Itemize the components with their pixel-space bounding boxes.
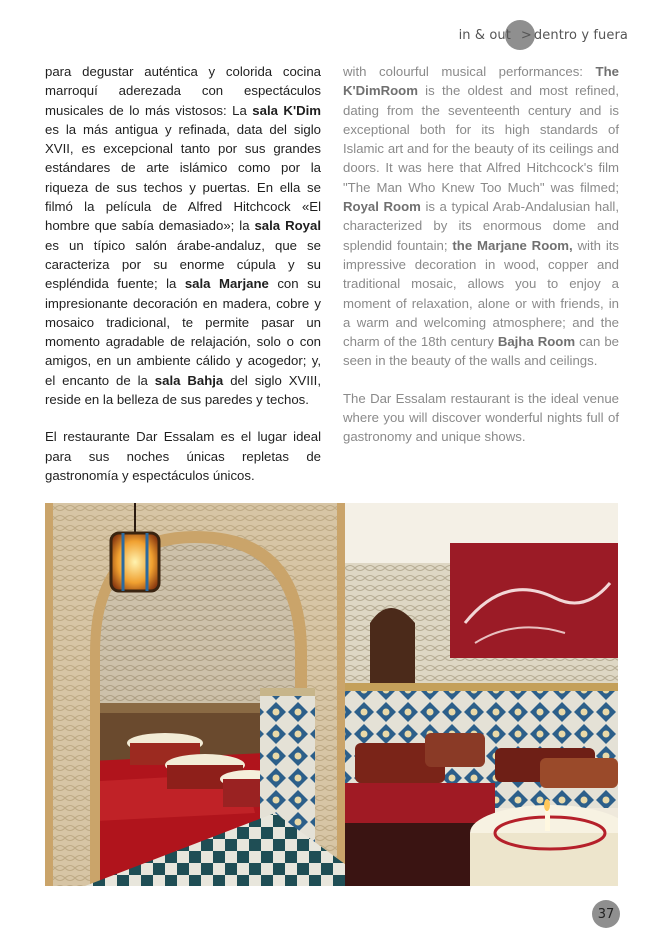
room-name-royal: sala Royal bbox=[254, 218, 321, 234]
page-number: 37 bbox=[592, 900, 620, 928]
spanish-paragraph-summary: El restaurante Dar Essalam es el lugar ideal para sus noches únicas repletas de gastronomía y espectáculos únicos. bbox=[45, 429, 321, 483]
spanish-column bbox=[45, 62, 321, 503]
restaurant-interior-photo bbox=[45, 503, 618, 886]
english-paragraph-rooms: with colourful musical performances: The K'DimRoom is the oldest and most refined, dating from the seventeenth century and is exceptional both for its high standards of Islamic art and for the beauty of its ceilings and doors. It was here that Alfred Hitchcock's film "The Man Who Knew Too Much" was filmed; Royal Room is a typical Arab-Andalusian hall, characterized by its enormous dome and splendid fountain; the Marjane Room, with its impressive decoration in wood, copper and traditional mosaic, allows you to enjoy a moment of relaxation, alone or with friends, in a warm and welcoming atmosphere; and the charm of the 18th century Bajha Room can be seen in the beauty of the walls and ceilings. bbox=[343, 64, 620, 369]
section-header bbox=[459, 20, 628, 50]
room-name-royal-en: Royal Room bbox=[343, 199, 421, 215]
section-label-in-out: in & out bbox=[458, 27, 511, 43]
room-name-bahja: sala Bahja bbox=[154, 372, 224, 388]
room-name-kdim: sala K'Dim bbox=[252, 102, 321, 118]
room-name-bajha-en: Bajha Room bbox=[497, 334, 576, 350]
english-paragraph-summary: The Dar Essalam restaurant is the ideal venue where you will discover wonderful nights full of gastronomy and unique shows. bbox=[343, 390, 619, 445]
room-name-marjane-en: the Marjane Room, bbox=[452, 237, 573, 253]
spanish-paragraph-rooms: para degustar auténtica y colorida cocina marroquí aderezada con espectáculos musicales de lo más vistosos: La sala K'Dim es la más antigua y refinada, data del siglo XVII, es excepcional tanto por sus grandes estándares de arte islámico como por la riqueza de sus techos y puertas. En ella se filmó la película de Alfred Hitchcock «El hombre que sabía demasiado»; la sala Royal es un típico salón árabe-andaluz, que se caracteriza por su enorme cúpula y su espléndida fuente; la sala Marjane con su impresionante decoración en madera, cobre y mosaico tradicional, te permite pasar un momento agradable de relajación, solo o con amigos, en un ambiente cálido y acogedor; y, el encanto de la sala Bahja del siglo XVIII, reside en la belleza de sus paredes y techos. bbox=[45, 64, 321, 408]
english-column bbox=[343, 62, 619, 465]
room-name-kdim-en: The K'DimRoom bbox=[343, 64, 619, 99]
section-label-dentro-fuera: dentro y fuera bbox=[533, 27, 628, 43]
room-name-marjane: sala Marjane bbox=[184, 276, 269, 292]
section-separator: > bbox=[520, 27, 532, 43]
